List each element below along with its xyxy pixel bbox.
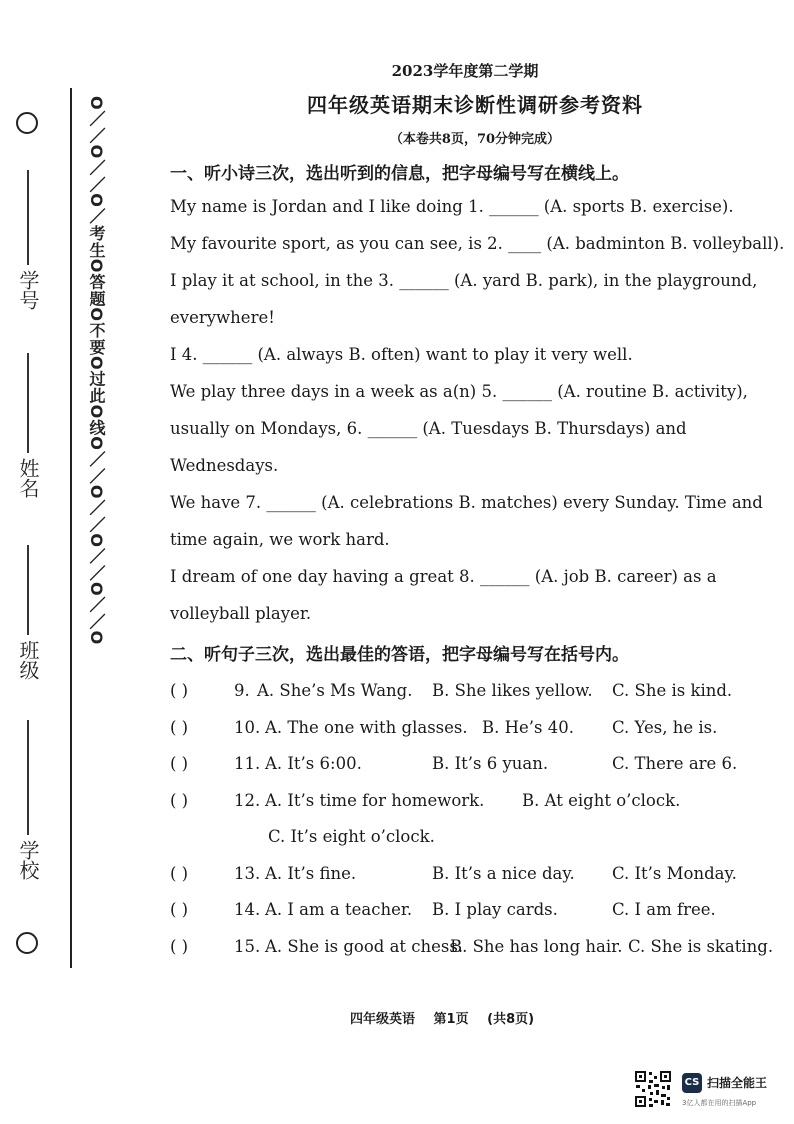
poem-line: time again, we work hard. (170, 530, 390, 549)
question-row (170, 929, 780, 966)
option-a: A. She’s Ms Wang. (257, 681, 413, 700)
poem-line: volleyball player. (170, 604, 312, 623)
poem-line: I dream of one day having a great 8. ______ (A. job B. career) as a (170, 567, 717, 586)
footer-total: (共8页) (487, 1012, 535, 1027)
question-row (170, 710, 780, 747)
student-id-line (27, 170, 29, 265)
name-line (27, 353, 29, 453)
answer-bracket[interactable]: ( ) (170, 900, 189, 919)
option-c: C. I am free. (612, 900, 716, 919)
option-b: B. She likes yellow. (432, 681, 593, 700)
question-number: 11. (234, 754, 261, 773)
poem-line: We have 7. ______ (A. celebrations B. matches) every Sunday. Time and (170, 493, 763, 512)
option-c: C. She is kind. (612, 681, 733, 700)
binding-margin (0, 0, 104, 1000)
section-1-title: 一、听小诗三次，选出听到的信息，把字母编号写在横线上。 (170, 164, 629, 184)
question-row (170, 856, 780, 893)
question-row (170, 892, 780, 929)
option-a: A. It’s time for homework. (265, 790, 485, 810)
option-c: C. It’s Monday. (612, 863, 737, 883)
answer-bracket[interactable]: ( ) (170, 863, 189, 883)
option-b: B. It’s a nice day. (432, 863, 575, 883)
footer-page: 第1页 (433, 1012, 469, 1027)
poem-line: My favourite sport, as you can see, is 2. ____ (A. badminton B. volleyball). (170, 234, 785, 253)
answer-bracket[interactable]: ( ) (170, 936, 189, 956)
binding-hole-bottom (16, 932, 38, 954)
poem-line: I 4. ______ (A. always B. often) want to play it very well. (170, 345, 633, 364)
exam-page (170, 60, 785, 965)
option-a: A. The one with glasses. (265, 717, 468, 737)
scanner-watermark (634, 1070, 784, 1112)
poem-line: usually on Mondays, 6. ______ (A. Tuesdays B. Thursdays) and (170, 419, 687, 438)
question-number: 15. (234, 936, 261, 956)
student-id-label: 学号 (16, 270, 40, 310)
class-line (27, 545, 29, 635)
question-row (170, 783, 780, 820)
class-label: 班级 (16, 640, 40, 680)
option-a: A. It’s fine. (265, 863, 357, 883)
option-b: B. It’s 6 yuan. (432, 754, 549, 773)
question-number: 9. (234, 681, 250, 700)
option-c: C. There are 6. (612, 754, 738, 773)
section-2-questions (170, 673, 780, 965)
binding-hole-top (16, 112, 38, 134)
answer-bracket[interactable]: ( ) (170, 754, 189, 773)
option-b: B. He’s 40. (482, 717, 574, 737)
answer-bracket[interactable]: ( ) (170, 681, 189, 700)
poem-line: everywhere! (170, 308, 275, 327)
question-number: 14. (234, 900, 261, 919)
class-field (14, 640, 44, 680)
option-a: A. I am a teacher. (265, 900, 413, 919)
answer-bracket[interactable]: ( ) (170, 790, 189, 810)
name-label: 姓名 (16, 458, 40, 498)
poem-line: Wednesdays. (170, 456, 279, 475)
camscanner-name: 扫描全能王 (707, 1076, 768, 1090)
exam-title: 四年级英语期末诊断性调研参考资料 (307, 93, 643, 117)
term-label: 2023学年度第二学期 (391, 62, 539, 80)
seal-line-text: O／／O／／O／考生O答题O不要O过此O线O／／O／／O／／O／／O (87, 96, 106, 646)
question-number: 10. (234, 717, 261, 737)
question-row-continued (170, 819, 780, 856)
name-field (14, 458, 44, 498)
question-row (170, 673, 780, 710)
option-b: B. She has long hair. (450, 936, 623, 956)
binding-line (70, 88, 72, 968)
option-a: A. She is good at chess. (265, 936, 464, 956)
section-2-title: 二、听句子三次，选出最佳的答语，把字母编号写在括号内。 (170, 645, 629, 665)
camscanner-tagline: 3亿人都在用的扫描App (682, 1099, 757, 1107)
camscanner-logo-icon: CS (682, 1073, 702, 1093)
footer-subject: 四年级英语 (350, 1012, 416, 1027)
school-field (14, 840, 44, 880)
student-id-field (14, 270, 44, 310)
qr-code-icon (634, 1070, 672, 1108)
question-number: 12. (234, 790, 261, 810)
option-c: C. She is skating. (628, 936, 774, 956)
section-1-poem (170, 188, 785, 632)
option-b: B. I play cards. (432, 900, 558, 919)
poem-line: I play it at school, in the 3. ______ (A. yard B. park), in the playground, (170, 271, 758, 290)
question-row (170, 746, 780, 783)
option-b: B. At eight o’clock. (522, 790, 681, 810)
option-c: C. Yes, he is. (612, 717, 718, 737)
page-footer (350, 1008, 548, 1027)
poem-line: My name is Jordan and I like doing 1. ______ (A. sports B. exercise). (170, 197, 734, 216)
school-line (27, 720, 29, 835)
school-label: 学校 (16, 840, 40, 880)
exam-subtitle: （本卷共8页，70分钟完成） (389, 132, 561, 147)
poem-line: We play three days in a week as a(n) 5. ______ (A. routine B. activity), (170, 382, 748, 401)
answer-bracket[interactable]: ( ) (170, 717, 189, 737)
option-c: C. It’s eight o’clock. (268, 827, 435, 846)
option-a: A. It’s 6:00. (265, 754, 362, 773)
question-number: 13. (234, 863, 261, 883)
